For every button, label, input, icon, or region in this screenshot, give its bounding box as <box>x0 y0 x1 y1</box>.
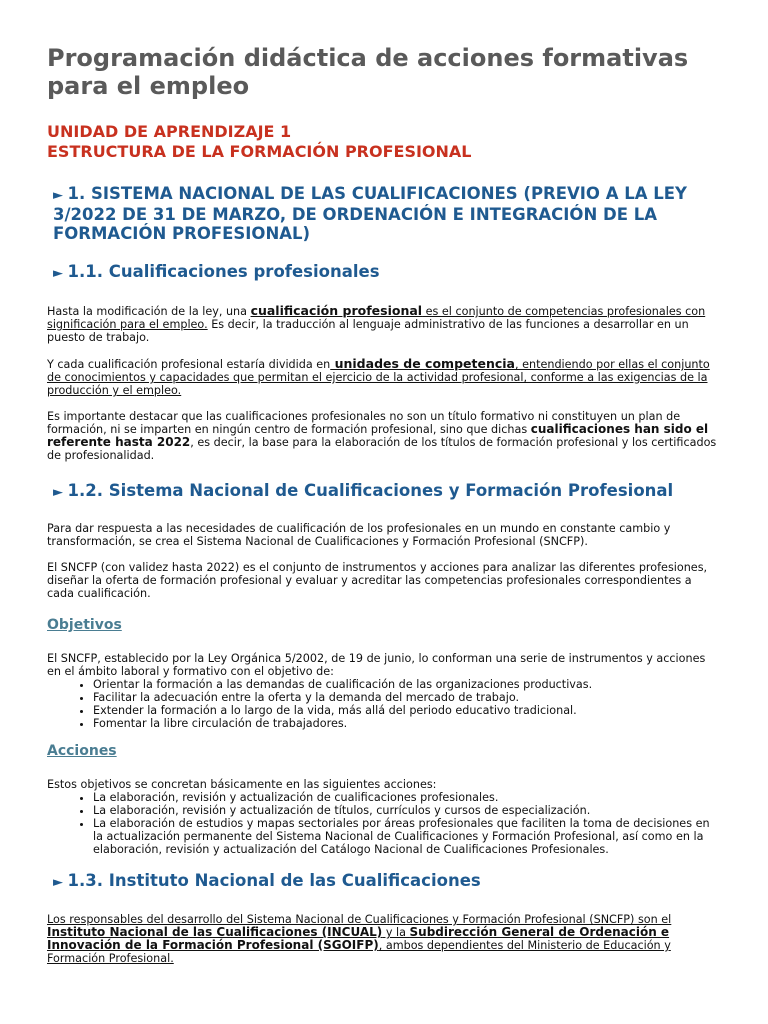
term-cualificacion-profesional: cualificación profesional <box>250 303 423 318</box>
bold-incual: Instituto Nacional de las Cualificaciones (INCUAL) <box>47 925 383 939</box>
paragraph-unidades <box>47 357 722 397</box>
objetivos-intro: El SNCFP, establecido por la Ley Orgánica 5/2002, de 19 de junio, lo conforman una serie de instrumentos y acciones en el ámbito laboral y formativo con el objetivo de: <box>47 652 706 678</box>
acciones-heading: Acciones <box>47 743 117 759</box>
list-item: • Facilitar la adecuación entre la oferta y la demanda del mercado de trabajo. <box>93 691 722 704</box>
text-run: , ambos dependientes del Ministerio de Educación y Formación Profesional. <box>47 939 671 965</box>
list-item: • La elaboración de estudios y mapas sectoriales por áreas profesionales que faciliten la toma de decisiones en la actualización permanente del Sistema Nacional de Cualificaciones y Formación Profesional, así como en la elaboración, revisión y actualización del Catálogo Nacional de Cualificaciones Profesionales. <box>93 817 722 856</box>
unit-line-2: ESTRUCTURA DE LA FORMACIÓN PROFESIONAL <box>47 142 472 161</box>
triangle-marker-icon: ► <box>53 188 68 203</box>
text-run: y la <box>382 926 410 939</box>
paragraph-importante <box>47 410 722 462</box>
triangle-marker-icon: ► <box>53 875 68 890</box>
text-run: Es decir, la traducción al lenguaje administrativo de las funciones a desarrollar en un puesto de trabajo. <box>47 318 689 344</box>
section-1-heading-text: 1. SISTEMA NACIONAL DE LAS CUALIFICACIONES (PREVIO A LA LEY 3/2022 DE 31 DE MARZO, DE ORDENACIÓN E INTEGRACIÓN DE LA FORMACIÓN PROFESIONAL) <box>53 184 687 243</box>
term-unidades-competencia: unidades de competencia <box>330 356 515 371</box>
section-1-1-heading-text: 1.1. Cualificaciones profesionales <box>67 262 380 281</box>
paragraph-sncfp-intro: Para dar respuesta a las necesidades de cualificación de los profesionales en un mundo en constante cambio y transformación, se crea el Sistema Nacional de Cualificaciones y Formación Profesional (SNCFP). <box>47 522 671 548</box>
list-item: • Extender la formación a lo largo de la vida, más allá del periodo educativo tradicional. <box>93 704 722 717</box>
paragraph-responsables <box>47 913 722 965</box>
section-1-3-heading-text: 1.3. Instituto Nacional de las Cualificaciones <box>67 871 481 890</box>
section-1-3-heading <box>47 871 722 892</box>
bold-sgoifp: Subdirección General de Ordenación e Innovación de la Formación Profesional (SGOIFP) <box>47 925 670 952</box>
triangle-marker-icon: ► <box>53 266 68 281</box>
acciones-intro: Estos objetivos se concretan básicamente en las siguientes acciones: <box>47 778 437 791</box>
section-1-2-heading-text: 1.2. Sistema Nacional de Cualificaciones y Formación Profesional <box>67 481 674 500</box>
underlined-definition: , entendiendo por ellas el conjunto de conocimientos y capacidades que permitan el ejercicio de la actividad profesional, conforme a las exigencias de la producción y el empleo. <box>47 358 710 397</box>
list-item: • Orientar la formación a las demandas de cualificación de las organizaciones productivas. <box>93 678 722 691</box>
bold-phrase: cualificaciones han sido el referente hasta 2022 <box>47 422 709 449</box>
text-run: Hasta la modificación de la ley, una <box>47 305 251 318</box>
objetivos-list <box>47 678 722 730</box>
document-title: Programación didáctica de acciones formativas para el empleo <box>47 44 689 100</box>
text-run: , es decir, la base para la elaboración de los títulos de formación profesional y los certificados de profesionalidad. <box>47 436 717 462</box>
objetivos-heading: Objetivos <box>47 617 122 633</box>
section-1-1-heading <box>47 262 722 283</box>
list-item: • La elaboración, revisión y actualización de cualificaciones profesionales. <box>93 791 722 804</box>
text-run: Es importante destacar que las cualificaciones profesionales no son un título formativo ni constituyen un plan de formación, ni se imparten en ningún centro de formación profesional, sino que dichas <box>47 410 681 436</box>
section-1-2-heading <box>47 481 722 502</box>
text-run: Los responsables del desarrollo del Sistema Nacional de Cualificaciones y Formación Profesional (SNCFP) son el <box>47 913 672 926</box>
paragraph-sncfp-def: El SNCFP (con validez hasta 2022) es el conjunto de instrumentos y acciones para analizar las diferentes profesiones, diseñar la oferta de formación profesional y evaluar y acreditar las competencias profesionales correspondientes a cada cualificación. <box>47 561 708 600</box>
acciones-list <box>47 791 722 856</box>
list-item: • Fomentar la libre circulación de trabajadores. <box>93 717 722 730</box>
text-run: Y cada cualificación profesional estaría dividida en <box>47 358 331 371</box>
unit-heading <box>47 122 722 162</box>
unit-line-1: UNIDAD DE APRENDIZAJE 1 <box>47 122 292 141</box>
list-item: • La elaboración, revisión y actualización de títulos, currículos y cursos de especialización. <box>93 804 722 817</box>
section-1-heading <box>47 184 722 243</box>
paragraph-cualificacion <box>47 304 722 344</box>
triangle-marker-icon: ► <box>53 485 68 500</box>
underlined-definition: es el conjunto de competencias profesionales con significación para el empleo. <box>47 305 706 331</box>
